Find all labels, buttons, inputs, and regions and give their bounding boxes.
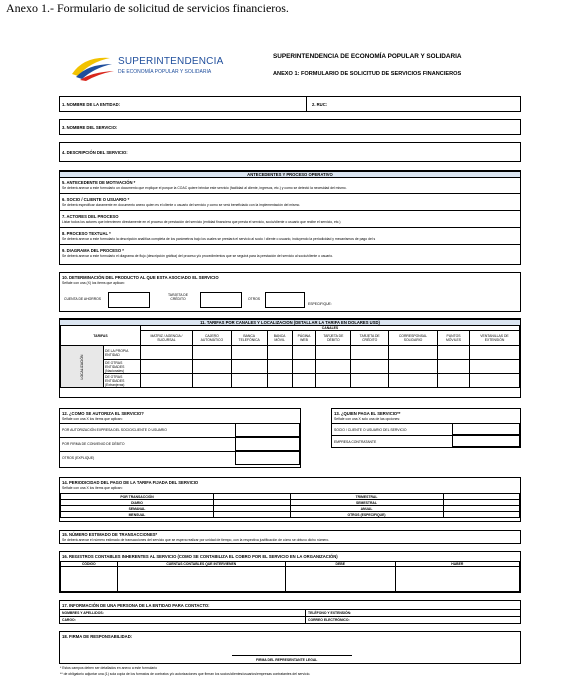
tarifa-cell[interactable] [351,346,389,360]
periodicidad-option-label: POR TRANSACCIÓN [61,494,214,500]
logo-sub-text: DE ECONOMÍA POPULAR Y SOLIDARIA [118,69,212,75]
tarifa-cell[interactable] [388,346,437,360]
annex-title: ANEXO 1: FORMULARIO DE SOLICITUD DE SERVICIOS FINANCIEROS [273,71,462,77]
cuenta-ahorros-checkbox[interactable] [108,292,150,308]
paga-hint: Señale con una X solo una de las opciones: [334,417,400,421]
canal-column-header: BANCA TELEFÓNICA [231,331,267,346]
service-name-label: 3. NOMBRE DEL SERVICIO: [62,125,118,130]
localizacion-row-label: DE OTRAS ENTIDADES (Nacionales) [104,360,141,374]
tarifa-cell[interactable] [231,360,267,374]
transacciones-section [59,530,521,544]
registros-cell[interactable] [117,567,285,592]
antecedente-text: Se deberá especificar claramente en documento anexo quien es el cliente o usuario del servicio y como se verá beneficiado con la implementación del mismo. [62,203,301,207]
tarifa-cell[interactable] [292,360,316,374]
periodicidad-option-label: TRIMESTRAL [290,494,443,500]
nombres-label: NOMBRES Y APELLIDOS: [62,611,104,615]
periodicidad-option-label: ANUAL [290,506,443,512]
tarjeta-credito-label: TARJETA DE CRÉDITO [167,293,189,301]
canal-column-header: CORRESPONSAL SOLIDARIO [388,331,437,346]
tarifas-header: 11. TARIFAS POR CANALES Y LOCALIZACION (DETALLAR LA TARIFA EN DOLARES USD) [60,319,520,326]
producto-section [59,272,521,312]
antecedente-label: 8. PROCESO TEXTUAL * [62,231,111,236]
service-name-field[interactable] [59,119,521,135]
document-title: Anexo 1.- Formulario de solicitud de servicios financieros. [6,1,289,15]
registros-column-header: DEBE [285,562,395,567]
tarifa-cell[interactable] [231,346,267,360]
canal-column-header: MATRIZ / AGENCIA / SUCURSAL [141,331,193,346]
tarifa-cell[interactable] [469,346,519,360]
registros-cell[interactable] [61,567,118,592]
antecedentes-section [59,170,521,265]
periodicidad-option-label: OTROS (ESPECIFIQUE) [290,512,443,518]
especifique-label: ESPECIFIQUE: [308,302,332,306]
canal-column-header: BANCA MÓVIL [267,331,292,346]
cargo-label: CARGO: [62,618,76,622]
autoriza-hint: Señale con una X los ítems que aplican: [62,417,123,421]
tarifa-cell[interactable] [388,374,437,388]
canal-column-header: PÁGINA WEB [292,331,316,346]
tarifa-cell[interactable] [141,346,193,360]
periodicidad-option-label: SEMESTRAL [290,500,443,506]
tarifa-cell[interactable] [192,374,231,388]
autoriza-option-label: OTROS (EXPLIQUE) [62,456,95,460]
tarifa-cell[interactable] [192,360,231,374]
tarifa-cell[interactable] [292,346,316,360]
tarifa-cell[interactable] [267,374,292,388]
tarifa-cell[interactable] [267,346,292,360]
tarifa-cell[interactable] [316,346,351,360]
periodicidad-label: 14. PERIODICIDAD DEL PAGO DE LA TARIFA FIJADA DEL SERVICIO [62,480,199,485]
tarifa-cell[interactable] [231,374,267,388]
autoriza-option-checkbox[interactable] [235,423,300,437]
producto-label: 10. DETERMINACIÓN DEL PRODUCTO AL QUE ESTA ASOCIADO EL SERVICIO [62,275,219,280]
tarifa-cell[interactable] [438,374,470,388]
seps-logo [70,52,224,82]
canal-column-header: CAJERO AUTOMÁTICO [192,331,231,346]
tarifa-cell[interactable] [292,374,316,388]
otros-checkbox[interactable] [265,292,305,308]
localizacion-row-label: DE LA PROPIA ENTIDAD [104,346,141,360]
footnote-1: * Estos campos deben ser detallados en anexo a este formulario [60,666,158,670]
tarifa-cell[interactable] [316,374,351,388]
registros-column-header: CÓDIGO [61,562,118,567]
antecedente-text: Listar todos los actores que intervienen directamente en el proceso de prestación del servicio (entidad financiera que presta el servicio, socio/cliente o usuario que recibe el servicio, etc.) [62,220,341,224]
firma-representante-label: FIRMA DEL REPRESENTANTE LEGAL [256,658,318,662]
canal-column-header: PUNTOS MÓVILES [438,331,470,346]
correo-label: CORREO ELECTRÓNICO: [308,618,350,622]
entity-name-field[interactable] [59,96,521,112]
tarifa-cell[interactable] [438,346,470,360]
registros-column-header: CUENTAS CONTABLES QUE INTERVIENEN [117,562,285,567]
tarifa-cell[interactable] [469,360,519,374]
canal-column-header: TARJETA DE CRÉDITO [351,331,389,346]
tarifas-table [60,325,520,388]
entity-name-label: 1. NOMBRE DE LA ENTIDAD: [62,102,121,107]
firma-section [59,631,521,664]
periodicidad-option-label: DIARIO [61,500,214,506]
autoriza-label: 12. ¿COMO SE AUTORIZA EL SERVICIO? [62,411,144,416]
autoriza-section [59,408,301,468]
service-description-field[interactable] [59,142,521,162]
antecedentes-header: ANTECEDENTES Y PROCESO OPERATIVO [60,171,520,178]
ruc-label: 2. RUC: [312,102,328,107]
canal-column-header: VENTANILLAS DE EXTENSIÓN [469,331,519,346]
registros-column-header: HABER [395,562,519,567]
tarifa-cell[interactable] [141,374,193,388]
registros-label: 16. REGISTROS CONTABLES INHERENTES AL SERVICIO (COMO SE CONTABILIZA EL COBRO POR EL SERVICIO EN LA ORGANIZACIÓN) [62,554,338,559]
tarifa-cell[interactable] [316,360,351,374]
transacciones-label: 15. NÚMERO ESTIMADO DE TRANSACCIONES* [62,532,158,537]
paga-section [331,408,521,448]
logo-main-text: SUPERINTENDENCIA [118,56,224,67]
otros-label: OTROS [248,297,261,301]
logo-swoosh-icon [70,52,118,82]
antecedente-text: Se deberá anexar a este formulario la descripción analítica completa de los parámetros bajo los cuales se prestará el servicio al socio / cliente o usuario, incluyendo la periodicidad y mecanismos de pago del s [62,237,376,241]
localizacion-row-label: DE OTRAS ENTIDADES (Extranjeras) [104,374,141,388]
periodicidad-table [60,493,520,518]
paga-option-checkbox[interactable] [452,435,520,447]
autoriza-option-label: POR FIRMA DE CONVENIO DE DÉBITO [62,442,125,446]
canales-header: CANALES [141,326,520,331]
telefono-label: TELÉFONO Y EXTENSIÓN: [308,611,352,615]
registros-cell[interactable] [395,567,519,592]
tarifas-col-header: TARIFAS [61,326,141,346]
service-description-label: 4. DESCRIPCIÓN DEL SERVICIO: [62,150,128,155]
tarifa-cell[interactable] [192,346,231,360]
paga-label: 13. ¿QUIEN PAGA EL SERVICIO** [334,411,401,416]
periodicidad-option-label: SEMANAL [61,506,214,512]
tarifa-cell[interactable] [469,374,519,388]
localizacion-side-label [61,346,104,388]
periodicidad-hint: Señale con una X los ítems que aplican: [62,486,123,490]
autoriza-option-checkbox[interactable] [235,437,300,451]
tarifas-section [59,318,521,398]
tarjeta-credito-checkbox[interactable] [200,292,242,308]
antecedente-text: Se deberá anexar a este formulario un documento que explique el porque la COAC quiere brindar este servicio (facilidad al cliente, ingresos, etc.) y como se detectó la necesidad del mismo. [62,186,347,190]
org-name: SUPERINTENDENCIA DE ECONOMÍA POPULAR Y SOLIDARIA [273,53,462,60]
registros-section [59,551,521,593]
cuenta-ahorros-label: CUENTA DE AHORROS [64,297,102,301]
antecedente-text: Se deberá anexar a este formulario el diagrama de flujo (descripción gráfica) del proceso y/o procedimientos que se seguirá para la prestación del servicio al socio/cliente o usuario. [62,254,334,258]
periodicidad-section [59,477,521,522]
transacciones-text: Se deberá anexar el número estimado de transacciones del servicio que se espera realizar por unidad de tiempo, con la respectiva justificación de cómo se obtuvo dicho número. [62,538,330,542]
periodicidad-checkbox[interactable] [214,512,291,518]
firma-label: 18. FIRMA DE RESPONSABILIDAD: [62,634,133,639]
paga-option-label: SOCIO / CLIENTE O USUARIO DEL SERVICIO [334,428,407,432]
registros-cell[interactable] [285,567,395,592]
antecedente-label: 7. ACTORES DEL PROCESO [62,214,119,219]
contacto-section [59,600,521,624]
producto-hint: Señale con una (X) los ítems que aplican: [62,281,125,285]
tarifa-cell[interactable] [267,360,292,374]
paga-option-label: EMPRESA CONTRATANTE [334,440,377,444]
tarifa-cell[interactable] [141,360,193,374]
autoriza-option-label: POR AUTORIZACIÓN EXPRESA DEL SOCIO/CLIENTE O USUARIO [62,428,167,432]
tarifa-cell[interactable] [351,374,389,388]
paga-option-checkbox[interactable] [452,423,520,435]
canal-column-header: TARJETA DE DÉBITO [316,331,351,346]
autoriza-option-checkbox[interactable] [235,451,300,465]
contacto-label: 17. INFORMACIÓN DE UNA PERSONA DE LA ENTIDAD PARA CONTACTO: [62,603,210,608]
antecedente-label: 9. DIAGRAMA DEL PROCESO * [62,248,124,253]
antecedente-label: 6. SOCIO / CLIENTE O USUARIO * [62,197,130,202]
periodicidad-option-label: MENSUAL [61,512,214,518]
tarifa-cell[interactable] [388,360,437,374]
tarifa-cell[interactable] [351,360,389,374]
registros-table [60,561,520,592]
tarifa-cell[interactable] [438,360,470,374]
footnote-2: ** de obligatorio adjuntar una (1) sola copia de los formatos de contratos y/o autorizaciones que firman los socios/clientes/usuarios/empresas contratantes del servicio. [60,672,311,676]
antecedente-label: 5. ANTECEDENTE DE MOTIVACIÓN * [62,180,136,185]
periodicidad-checkbox[interactable] [443,512,520,518]
localizacion-text: LOCALIZACIÓN [80,354,84,379]
